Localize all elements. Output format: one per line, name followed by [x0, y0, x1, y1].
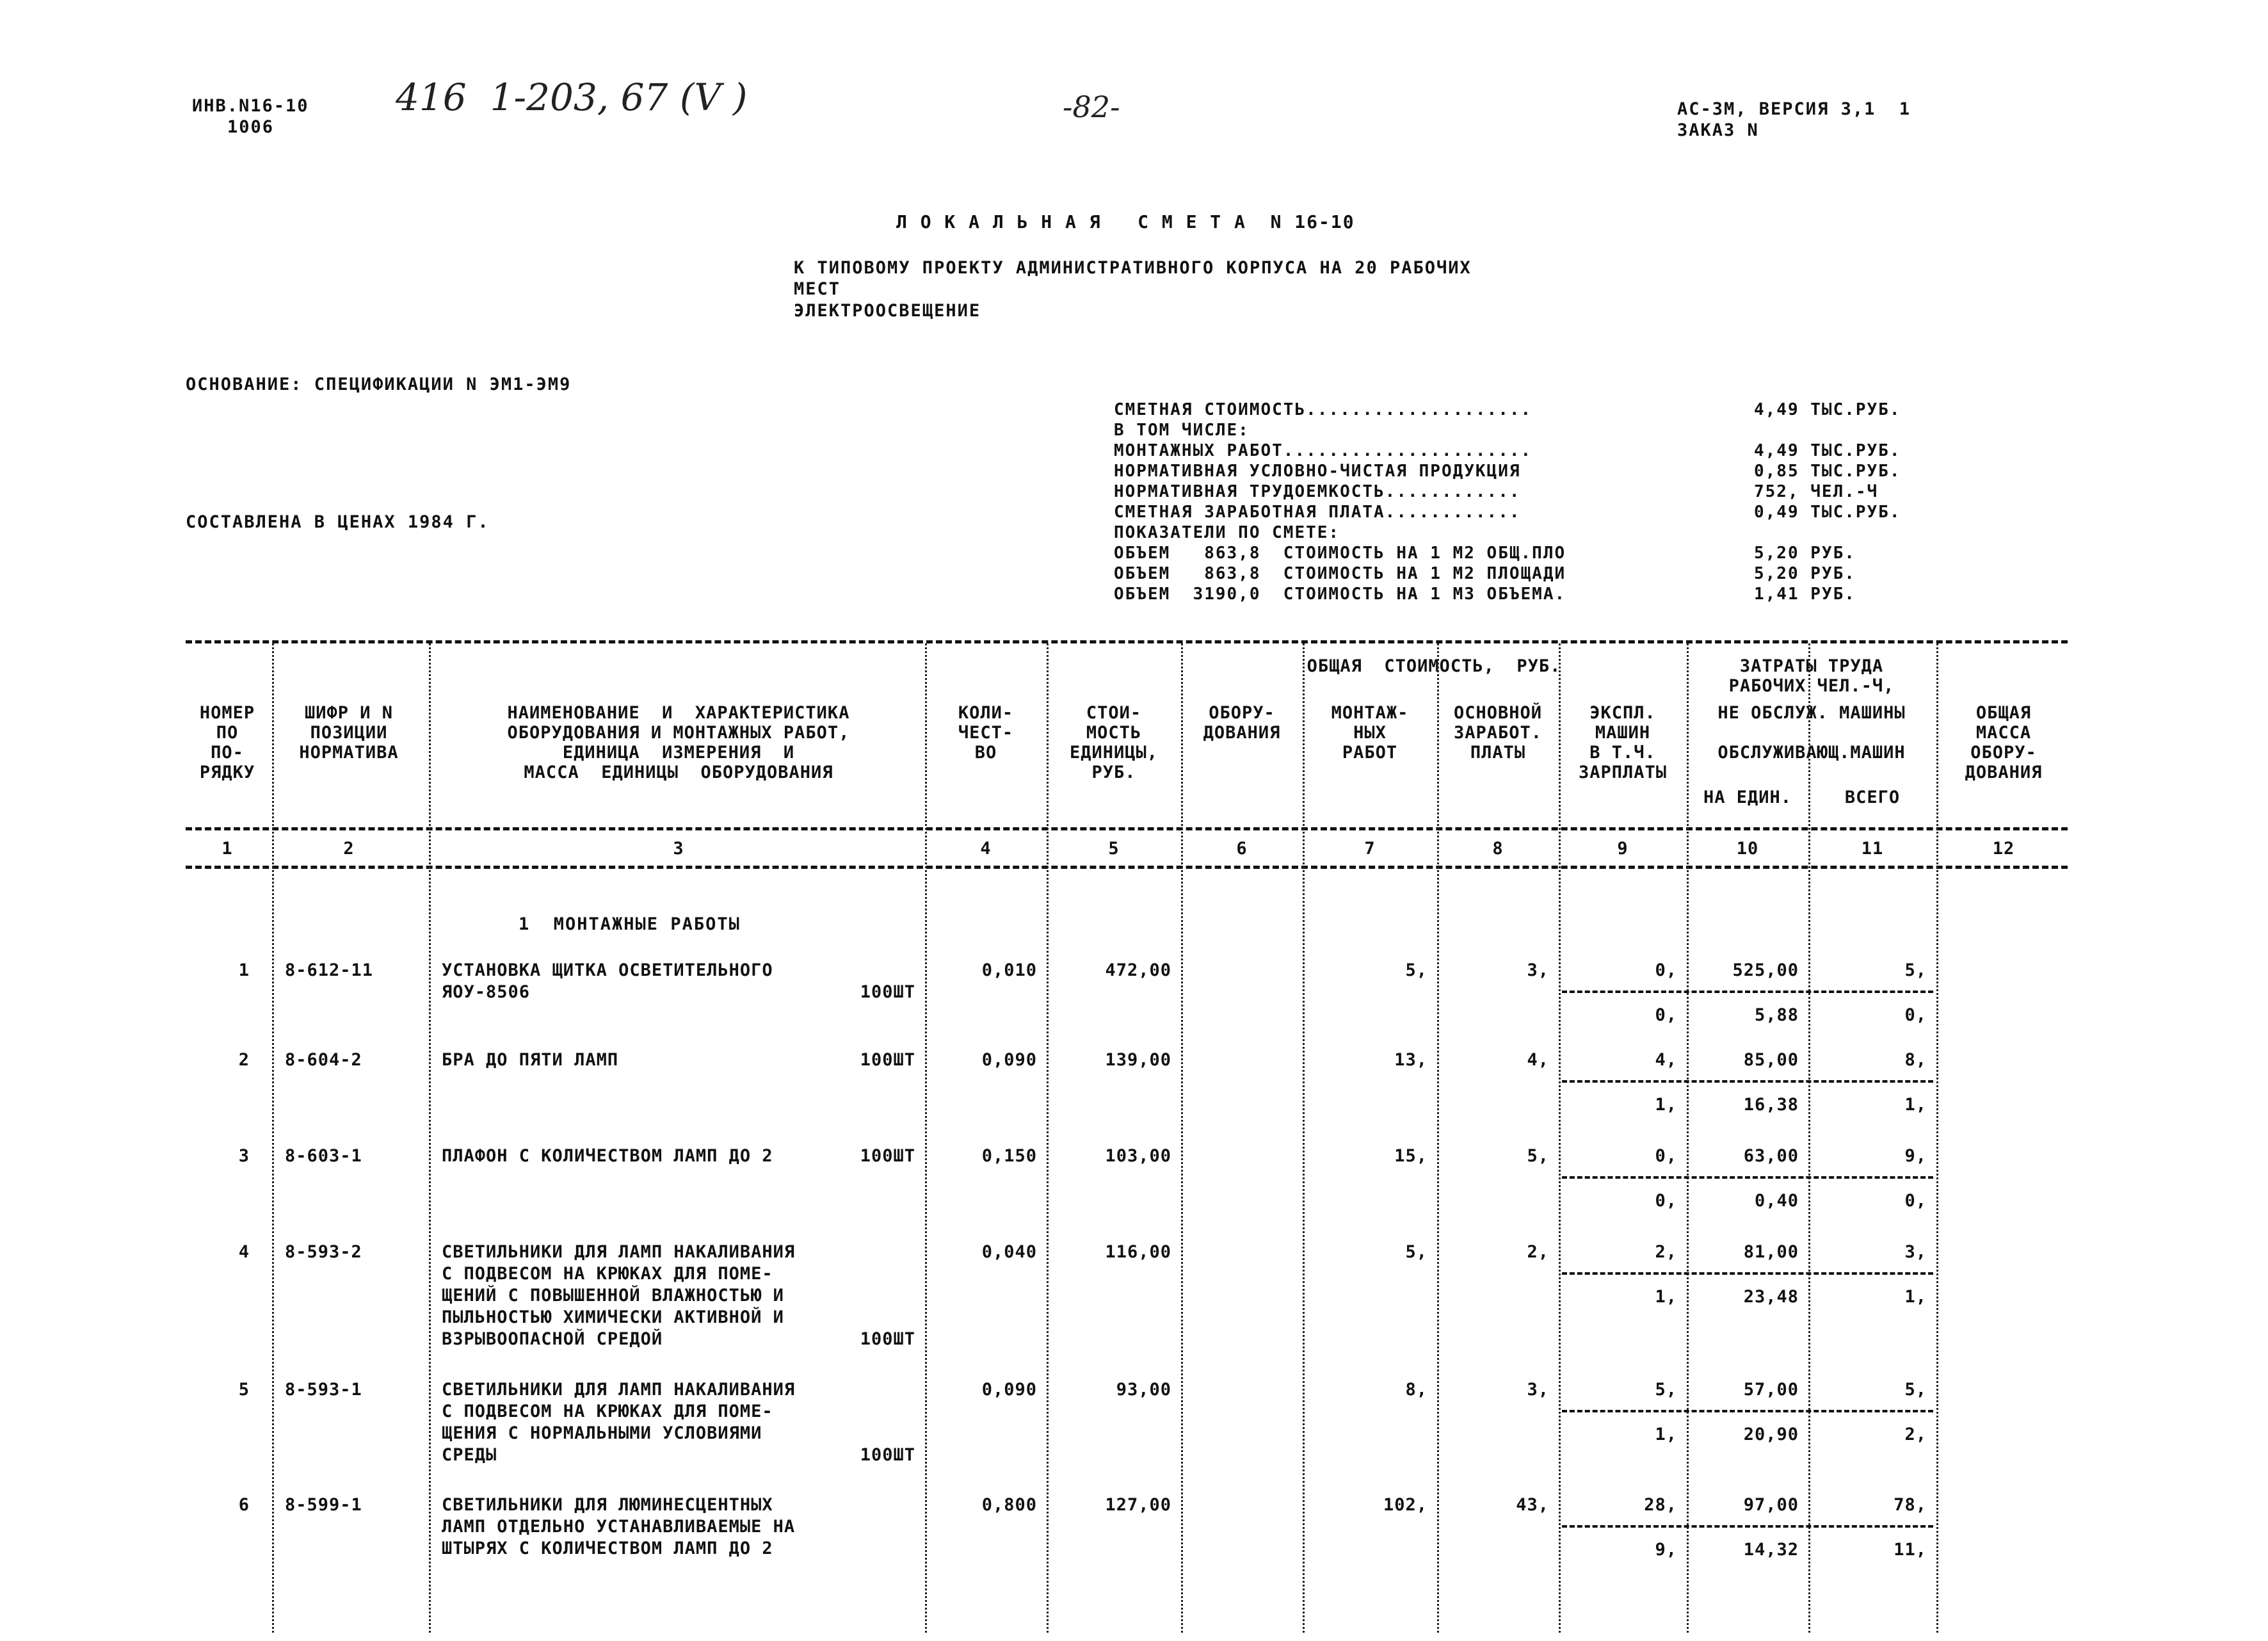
- row-unit-price: 472,00: [1105, 960, 1171, 980]
- row-sub-separator: [1562, 1080, 1933, 1083]
- header-serving-machines: ОБСЛУЖИВАЮЩ.МАШИН: [1717, 743, 1906, 763]
- row-unit-price: 93,00: [1116, 1380, 1171, 1400]
- summary-value: 4,49 ТЫС.РУБ.: [1754, 441, 1901, 460]
- row-machine-cost: 4,: [1655, 1050, 1677, 1070]
- header-row-number: НОМЕР ПО ПО- РЯДКУ: [199, 703, 255, 782]
- row-name-line: СРЕДЫ: [442, 1445, 497, 1465]
- summary-label: ПОКАЗАТЕЛИ ПО СМЕТЕ:: [1114, 523, 1340, 542]
- row-labor-serving-total: 11,: [1894, 1540, 1927, 1560]
- row-code: 8-599-1: [285, 1495, 362, 1515]
- summary-value: 0,49 ТЫС.РУБ.: [1754, 503, 1901, 522]
- row-quantity: 0,040: [981, 1242, 1037, 1262]
- section-title: 1 МОНТАЖНЫЕ РАБОТЫ: [519, 914, 741, 934]
- row-name-line: С ПОДВЕСОМ НА КРЮКАХ ДЛЯ ПОМЕ-: [442, 1264, 773, 1284]
- row-name-line: СВЕТИЛЬНИКИ ДЛЯ ЛЮМИНЕСЦЕНТНЫХ: [442, 1495, 773, 1515]
- row-machine-wages: 0,: [1655, 1005, 1677, 1025]
- row-name-line: ВЗРЫВООПАСНОЙ СРЕДОЙ: [442, 1329, 663, 1349]
- row-unit: 100ШТ: [860, 1445, 915, 1465]
- subtitle-line-3: ЭЛЕКТРООСВЕЩЕНИЕ: [794, 301, 981, 321]
- row-code: 8-603-1: [285, 1146, 362, 1166]
- row-number: 1: [238, 960, 250, 980]
- row-labor-total: 78,: [1894, 1495, 1927, 1515]
- row-labor-serving-per-unit: 5,88: [1754, 1005, 1799, 1025]
- row-labor-serving-per-unit: 20,90: [1743, 1425, 1799, 1444]
- row-labor-total: 3,: [1904, 1242, 1927, 1262]
- header-name: НАИМЕНОВАНИЕ И ХАРАКТЕРИСТИКА ОБОРУДОВАНИЯ И МОНТАЖНЫХ РАБОТ, ЕДИНИЦА ИЗМЕРЕНИЯ И МАССА ЕДИНИЦЫ ОБОРУДОВАНИЯ: [507, 703, 850, 782]
- row-name-line: БРА ДО ПЯТИ ЛАМП: [442, 1050, 619, 1070]
- row-labor-per-unit: 97,00: [1743, 1495, 1799, 1515]
- summary-label: ОБЪЕМ 863,8 СТОИМОСТЬ НА 1 М2 ОБЩ.ПЛО: [1114, 544, 1566, 563]
- header-code: ШИФР И N ПОЗИЦИИ НОРМАТИВА: [299, 703, 399, 763]
- column-number: 1: [221, 839, 233, 859]
- summary-label: СМЕТНАЯ СТОИМОСТЬ....................: [1114, 400, 1532, 419]
- row-wages: 2,: [1527, 1242, 1549, 1262]
- row-sub-separator: [1562, 1176, 1933, 1179]
- inventory-number: ИНВ.N16-10: [192, 96, 309, 116]
- row-name-line: ШТЫРЯХ С КОЛИЧЕСТВОМ ЛАМП ДО 2: [442, 1539, 773, 1558]
- row-name-line: СВЕТИЛЬНИКИ ДЛЯ ЛАМП НАКАЛИВАНИЯ: [442, 1380, 796, 1400]
- rule-top: [186, 640, 2068, 643]
- row-unit: 100ШТ: [860, 1329, 915, 1349]
- summary-label: НОРМАТИВНАЯ ТРУДОЕМКОСТЬ............: [1114, 482, 1521, 501]
- software-version: АС-3М, ВЕРСИЯ 3,1 1: [1677, 99, 1911, 119]
- row-machine-wages: 9,: [1655, 1540, 1677, 1560]
- summary-label: ОБЪЕМ 3190,0 СТОИМОСТЬ НА 1 М3 ОБЪЕМА.: [1114, 585, 1566, 604]
- summary-label: МОНТАЖНЫХ РАБОТ......................: [1114, 441, 1532, 460]
- row-labor-serving-total: 0,: [1904, 1005, 1927, 1025]
- row-name-line: ЩЕНИЙ С ПОВЫШЕННОЙ ВЛАЖНОСТЬЮ И: [442, 1286, 784, 1306]
- row-unit-price: 127,00: [1105, 1495, 1171, 1515]
- summary-value: 5,20 РУБ.: [1754, 564, 1856, 583]
- row-machine-wages: 1,: [1655, 1425, 1677, 1444]
- summary-value: 5,20 РУБ.: [1754, 544, 1856, 563]
- row-mounting-cost: 15,: [1394, 1146, 1428, 1166]
- row-name-line: УСТАНОВКА ЩИТКА ОСВЕТИТЕЛЬНОГО: [442, 960, 773, 980]
- header-equipment: ОБОРУ- ДОВАНИЯ: [1203, 703, 1281, 743]
- header-mounting: МОНТАЖ- НЫХ РАБОТ: [1331, 703, 1409, 763]
- row-labor-serving-total: 0,: [1904, 1191, 1927, 1211]
- row-name-line: ЩЕНИЯ С НОРМАЛЬНЫМИ УСЛОВИЯМИ: [442, 1423, 762, 1443]
- row-labor-serving-total: 1,: [1904, 1095, 1927, 1115]
- row-unit: 100ШТ: [860, 1146, 915, 1166]
- row-number: 6: [238, 1495, 250, 1515]
- row-machine-wages: 0,: [1655, 1191, 1677, 1211]
- summary-value: 1,41 РУБ.: [1754, 585, 1856, 604]
- header-per-unit: НА ЕДИН.: [1703, 788, 1792, 807]
- row-labor-per-unit: 57,00: [1743, 1380, 1799, 1400]
- column-separator: [1437, 643, 1439, 1633]
- row-name-line: ЛАМП ОТДЕЛЬНО УСТАНАВЛИВАЕМЫЕ НА: [442, 1517, 796, 1537]
- row-unit-price: 116,00: [1105, 1242, 1171, 1262]
- summary-label: В ТОМ ЧИСЛЕ:: [1114, 421, 1250, 440]
- column-separator: [1808, 643, 1810, 1633]
- row-name-line: ПЛАФОН С КОЛИЧЕСТВОМ ЛАМП ДО 2: [442, 1146, 773, 1166]
- row-sub-separator: [1562, 990, 1933, 993]
- row-labor-per-unit: 85,00: [1743, 1050, 1799, 1070]
- row-wages: 43,: [1516, 1495, 1549, 1515]
- row-machine-cost: 2,: [1655, 1242, 1677, 1262]
- header-total-cost-group: ОБЩАЯ СТОИМОСТЬ, РУБ.: [1307, 656, 1561, 676]
- column-separator: [925, 643, 927, 1633]
- header-quantity: КОЛИ- ЧЕСТ- ВО: [958, 703, 1014, 763]
- row-quantity: 0,090: [981, 1380, 1037, 1400]
- row-sub-separator: [1562, 1272, 1933, 1275]
- row-sub-separator: [1562, 1410, 1933, 1412]
- row-labor-per-unit: 525,00: [1732, 960, 1799, 980]
- header-labor-group: ЗАТРАТЫ ТРУДА РАБОЧИХ ЧЕЛ.-Ч,: [1728, 656, 1895, 696]
- basis-note: ОСНОВАНИЕ: СПЕЦИФИКАЦИИ N ЭМ1-ЭМ9: [186, 375, 572, 394]
- row-labor-serving-per-unit: 23,48: [1743, 1287, 1799, 1307]
- row-labor-serving-total: 1,: [1904, 1287, 1927, 1307]
- row-name-line: СВЕТИЛЬНИКИ ДЛЯ ЛАМП НАКАЛИВАНИЯ: [442, 1242, 796, 1262]
- column-number: 5: [1108, 839, 1120, 859]
- row-mounting-cost: 5,: [1405, 1242, 1428, 1262]
- header-unit-price: СТОИ- МОСТЬ ЕДИНИЦЫ, РУБ.: [1069, 703, 1159, 782]
- summary-value: 752, ЧЕЛ.-Ч: [1754, 482, 1879, 501]
- column-number: 9: [1617, 839, 1629, 859]
- row-quantity: 0,800: [981, 1495, 1037, 1515]
- row-number: 4: [238, 1242, 250, 1262]
- row-machine-cost: 5,: [1655, 1380, 1677, 1400]
- row-wages: 3,: [1527, 960, 1549, 980]
- row-machine-cost: 0,: [1655, 1146, 1677, 1166]
- row-mounting-cost: 102,: [1383, 1495, 1428, 1515]
- row-quantity: 0,150: [981, 1146, 1037, 1166]
- rule-numbers-bottom: [186, 866, 2068, 869]
- column-number: 4: [980, 839, 992, 859]
- row-labor-serving-per-unit: 0,40: [1754, 1191, 1799, 1211]
- row-unit: 100ШТ: [860, 1050, 915, 1070]
- rule-header-bottom: [186, 827, 2068, 830]
- page-number: -82-: [1063, 90, 1120, 124]
- column-separator: [1047, 643, 1049, 1633]
- row-labor-serving-per-unit: 16,38: [1743, 1095, 1799, 1115]
- header-mass: ОБЩАЯ МАССА ОБОРУ- ДОВАНИЯ: [1965, 703, 2043, 782]
- column-separator: [1936, 643, 1938, 1633]
- row-labor-per-unit: 63,00: [1743, 1146, 1799, 1166]
- row-name-line: ЯОУ-8506: [442, 982, 531, 1002]
- column-separator: [429, 643, 431, 1633]
- order-number: ЗАКАЗ N: [1677, 120, 1759, 140]
- row-wages: 3,: [1527, 1380, 1549, 1400]
- subtitle-line-2: МЕСТ: [794, 279, 841, 299]
- summary-value: 0,85 ТЫС.РУБ.: [1754, 462, 1901, 481]
- summary-label: ОБЪЕМ 863,8 СТОИМОСТЬ НА 1 М2 ПЛОЩАДИ: [1114, 564, 1566, 583]
- row-labor-serving-total: 2,: [1904, 1425, 1927, 1444]
- row-number: 5: [238, 1380, 250, 1400]
- row-code: 8-593-1: [285, 1380, 362, 1400]
- header-wages: ОСНОВНОЙ ЗАРАБОТ. ПЛАТЫ: [1453, 703, 1543, 763]
- row-unit-price: 103,00: [1105, 1146, 1171, 1166]
- column-number: 2: [343, 839, 355, 859]
- row-number: 2: [238, 1050, 250, 1070]
- row-labor-total: 5,: [1904, 960, 1927, 980]
- column-separator: [1181, 643, 1183, 1633]
- header-non-serving-machines: НЕ ОБСЛУЖ. МАШИНЫ: [1717, 703, 1906, 723]
- row-name-line: С ПОДВЕСОМ НА КРЮКАХ ДЛЯ ПОМЕ-: [442, 1402, 773, 1421]
- row-quantity: 0,010: [981, 960, 1037, 980]
- summary-label: НОРМАТИВНАЯ УСЛОВНО-ЧИСТАЯ ПРОДУКЦИЯ: [1114, 462, 1521, 481]
- row-code: 8-593-2: [285, 1242, 362, 1262]
- row-mounting-cost: 8,: [1405, 1380, 1428, 1400]
- row-sub-separator: [1562, 1525, 1933, 1528]
- row-mounting-cost: 13,: [1394, 1050, 1428, 1070]
- column-separator: [272, 643, 274, 1633]
- row-labor-total: 5,: [1904, 1380, 1927, 1400]
- row-code: 8-612-11: [285, 960, 374, 980]
- column-number: 10: [1736, 839, 1759, 859]
- subtitle-line-1: К ТИПОВОМУ ПРОЕКТУ АДМИНИСТРАТИВНОГО КОРПУСА НА 20 РАБОЧИХ: [794, 258, 1472, 278]
- row-machine-cost: 28,: [1644, 1495, 1677, 1515]
- row-machine-cost: 0,: [1655, 960, 1677, 980]
- row-machine-wages: 1,: [1655, 1095, 1677, 1115]
- column-number: 11: [1861, 839, 1884, 859]
- row-wages: 4,: [1527, 1050, 1549, 1070]
- header-machines: ЭКСПЛ. МАШИН В Т.Ч. ЗАРПЛАТЫ: [1578, 703, 1668, 782]
- row-number: 3: [238, 1146, 250, 1166]
- row-labor-total: 8,: [1904, 1050, 1927, 1070]
- column-separator: [1559, 643, 1561, 1633]
- row-quantity: 0,090: [981, 1050, 1037, 1070]
- inventory-year: 1006: [227, 117, 275, 137]
- row-labor-serving-per-unit: 14,32: [1743, 1540, 1799, 1560]
- header-total: ВСЕГО: [1844, 788, 1901, 807]
- column-number: 3: [673, 839, 684, 859]
- row-name-line: ПЫЛЬНОСТЬЮ ХИМИЧЕСКИ АКТИВНОЙ И: [442, 1307, 784, 1327]
- column-number: 8: [1492, 839, 1504, 859]
- row-machine-wages: 1,: [1655, 1287, 1677, 1307]
- column-separator: [1687, 643, 1689, 1633]
- column-number: 7: [1364, 839, 1376, 859]
- row-labor-total: 9,: [1904, 1146, 1927, 1166]
- summary-label: СМЕТНАЯ ЗАРАБОТНАЯ ПЛАТА............: [1114, 503, 1521, 522]
- row-wages: 5,: [1527, 1146, 1549, 1166]
- column-number: 6: [1236, 839, 1248, 859]
- handwritten-reference: 416 1-203, 67 (V ): [396, 76, 748, 119]
- row-labor-per-unit: 81,00: [1743, 1242, 1799, 1262]
- page-title: Л О К А Л Ь Н А Я С М Е Т А N 16-10: [896, 211, 1355, 232]
- row-unit: 100ШТ: [860, 982, 915, 1002]
- column-separator: [1303, 643, 1305, 1633]
- row-mounting-cost: 5,: [1405, 960, 1428, 980]
- row-code: 8-604-2: [285, 1050, 362, 1070]
- row-unit-price: 139,00: [1105, 1050, 1171, 1070]
- summary-value: 4,49 ТЫС.РУБ.: [1754, 400, 1901, 419]
- prices-note: СОСТАВЛЕНА В ЦЕНАХ 1984 Г.: [186, 512, 490, 532]
- column-number: 12: [1992, 839, 2015, 859]
